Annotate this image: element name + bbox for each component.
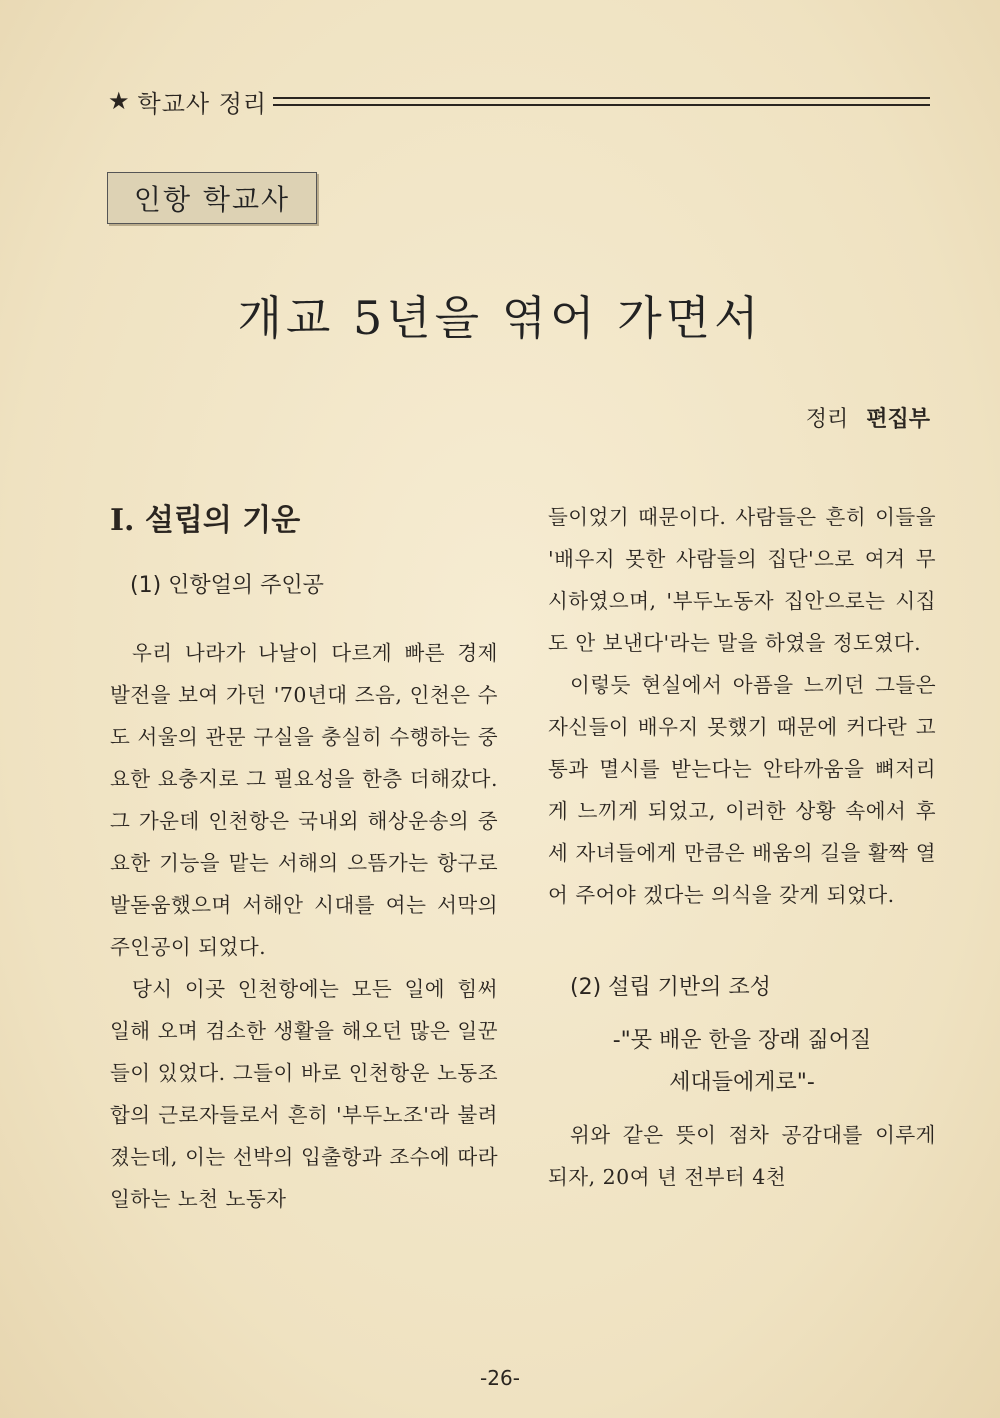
paragraph: 위와 같은 뜻이 점차 공감대를 이루게 되자, 20여 년 전부터 4천: [548, 1123, 936, 1189]
paragraph: 우리 나라가 나날이 다르게 빠른 경제 발전을 보여 가던 '70년대 즈음, 인천은 수도 서울의 관문 구실을 충실히 수행하는 중요한 요충지로 그 필요성을 한층 더해갔다. 그 가운데 인천항은 국내외 해상운송의 중요한 기능을 맡는 서해의 으뜸가는 항구로 발돋움했으며 서해안 시대를 여는 서막의 주인공이 되었다.: [110, 641, 498, 959]
author-role: 정리: [805, 407, 849, 432]
section-header: [108, 84, 930, 118]
right-column: [548, 496, 936, 1198]
subsection-heading: (2) 설립 기반의 조성: [570, 975, 771, 1000]
section-label: 학교사 정리: [137, 89, 268, 118]
author-name: 편집부: [866, 407, 930, 432]
paragraph: 이렇듯 현실에서 아픔을 느끼던 그들은 자신들이 배우지 못했기 때문에 커다란 고통과 멸시를 받는다는 안타까움을 뼈저리게 느끼게 되었고, 이러한 상황 속에서 후세 자녀들에게 만큼은 배움의 길을 활짝 열어 주어야 겠다는 의식을 갖게 되었다.: [548, 673, 936, 907]
header-rule: [273, 97, 930, 106]
subsection-subtitle: [548, 1020, 936, 1104]
section-heading: Ⅰ. 설립의 기운: [110, 503, 301, 538]
subsection-heading: (1) 인항얼의 주인공: [130, 573, 324, 598]
author-line: [806, 402, 930, 433]
paragraph: 당시 이곳 인천항에는 모든 일에 힘써 일해 오며 검소한 생활을 해오던 많은 일꾼들이 있었다. 그들이 바로 인천항운 노동조합의 근로자들로서 흔히 '부두노조'라 불려졌는데, 이는 선박의 입출항과 조수에 따라 일하는 노천 노동자: [110, 977, 498, 1211]
star-icon: ★: [108, 87, 130, 115]
subtitle-line-2: 세대들에게로"-: [669, 1070, 815, 1095]
article-title: 개교 5년을 엮어 가면서: [237, 291, 763, 345]
page-number: -26-: [480, 1366, 520, 1390]
subtitle-line-1: -"못 배운 한을 장래 짊어질: [612, 1028, 872, 1053]
school-history-box: 인항 학교사: [107, 172, 317, 224]
left-column: [110, 496, 498, 1220]
paragraph: 들이었기 때문이다. 사람들은 흔히 이들을 '배우지 못한 사람들의 집단'으로 여겨 무시하였으며, '부두노동자 집안으로는 시집도 안 보낸다'라는 말을 하였을 정도였다.: [548, 505, 936, 655]
